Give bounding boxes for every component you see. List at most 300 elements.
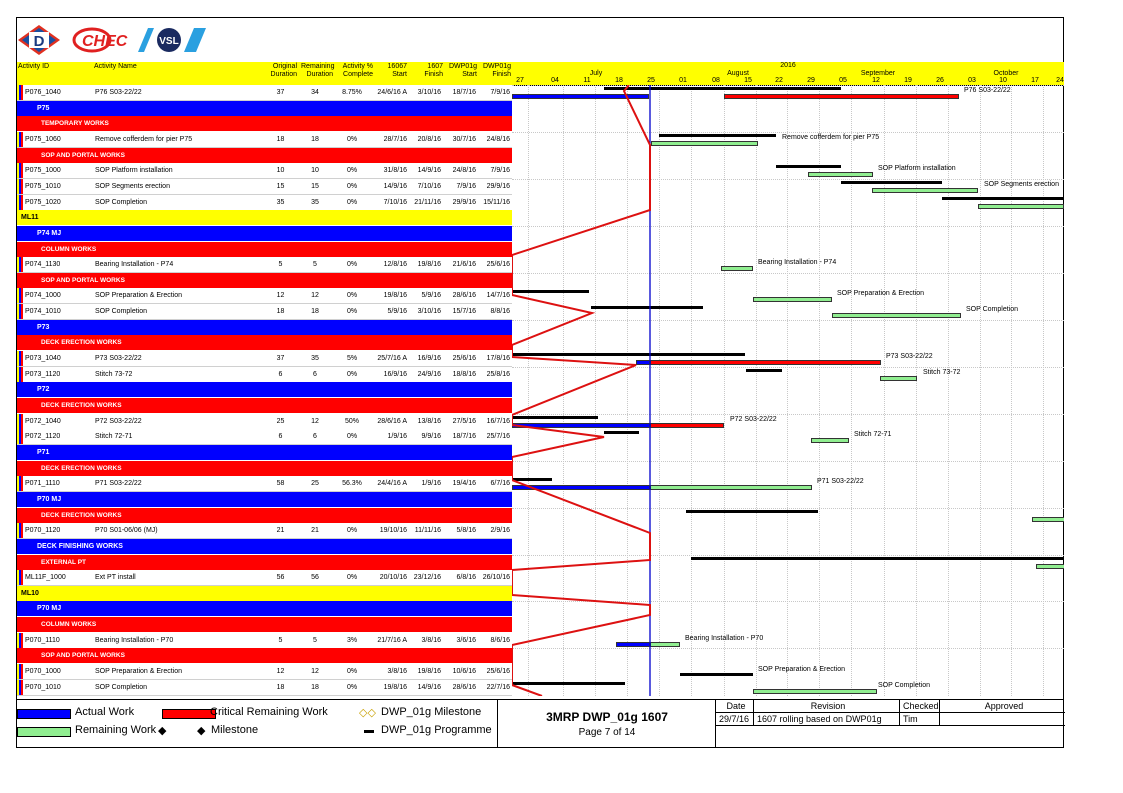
table-row[interactable] xyxy=(17,351,512,367)
percent-complete-cell: 0% xyxy=(346,135,358,143)
bar-label: P73 S03-22/22 xyxy=(886,353,933,361)
wbs-indent-stripe xyxy=(17,195,23,210)
activity-id-cell: ML11F_1000 xyxy=(25,574,66,582)
percent-complete-cell: 3% xyxy=(346,636,358,644)
dwp-finish-cell: 6/7/16 xyxy=(490,480,510,488)
dwp-start-cell: 24/8/16 xyxy=(452,167,476,175)
activity-name-cell: P72 S03-22/22 xyxy=(95,417,142,425)
start-cell: 28/6/16 A xyxy=(377,417,407,425)
remaining-duration-cell: 15 xyxy=(311,182,319,190)
wbs-label: EXTERNAL PT xyxy=(41,558,87,566)
wbs-band xyxy=(17,445,512,460)
activity-id-cell: P075_1000 xyxy=(25,167,61,175)
activity-name-cell: SOP Platform installation xyxy=(95,167,173,175)
activity-id-cell: P074_1010 xyxy=(25,308,61,316)
original-duration-cell: 6 xyxy=(278,433,283,441)
timeline-month: September xyxy=(860,70,896,77)
original-duration-cell: 58 xyxy=(276,480,285,488)
bar-label: SOP Platform installation xyxy=(878,165,956,173)
finish-cell: 1/9/16 xyxy=(421,480,441,488)
wbs-band xyxy=(17,101,512,116)
activity-table xyxy=(17,85,512,696)
percent-complete-cell: 0% xyxy=(346,167,358,175)
start-cell: 19/8/16 xyxy=(383,292,407,300)
remaining-duration-cell: 6 xyxy=(313,433,317,441)
activity-name-cell: Stitch 73-72 xyxy=(95,370,133,378)
dwp-start-cell: 6/8/16 xyxy=(456,574,476,582)
revision-table xyxy=(715,700,1065,747)
remaining-duration-cell: 25 xyxy=(311,480,319,488)
activity-name-cell: P70 S01-06/06 (MJ) xyxy=(95,527,158,535)
activity-id-cell: P070_1110 xyxy=(25,636,60,644)
bar-label: Bearing Installation - P70 xyxy=(685,634,764,642)
activity-name-cell: SOP Segments erection xyxy=(95,182,170,190)
dwp-finish-cell: 24/8/16 xyxy=(486,135,510,143)
activity-name-cell: SOP Completion xyxy=(95,683,148,691)
table-row[interactable] xyxy=(17,367,512,383)
wbs-indent-stripe xyxy=(17,257,23,272)
table-row[interactable] xyxy=(17,288,512,304)
legend xyxy=(17,700,496,747)
wbs-label: TEMPORARY WORKS xyxy=(41,120,109,128)
original-duration-cell: 12 xyxy=(276,292,285,300)
start-cell: 31/8/16 xyxy=(383,167,407,175)
finish-cell: 13/8/16 xyxy=(417,417,441,425)
gantt-chart xyxy=(512,85,1064,696)
dwp-finish-cell: 29/9/16 xyxy=(486,182,510,190)
legend-programme-label: DWP_01g Programme xyxy=(381,724,492,736)
activity-name-cell: Ext PT install xyxy=(95,574,136,582)
timeline-day-tick: 17 xyxy=(1031,77,1039,84)
dwp-start-cell: 27/5/16 xyxy=(452,417,476,425)
header-activity-id[interactable]: Activity ID xyxy=(18,63,50,70)
dwp-start-cell: 10/6/16 xyxy=(452,668,476,676)
chec-logo-icon xyxy=(72,27,128,53)
remaining-duration-cell: 18 xyxy=(311,683,319,691)
wbs-label: SOP AND PORTAL WORKS xyxy=(41,151,125,159)
timeline-day-tick: 25 xyxy=(647,77,655,84)
finish-cell: 21/11/16 xyxy=(414,198,441,206)
table-row[interactable] xyxy=(17,414,512,430)
bar-label: Stitch 72-71 xyxy=(854,431,892,439)
percent-complete-cell: 0% xyxy=(346,182,358,190)
finish-cell: 9/9/16 xyxy=(421,433,441,441)
dwp-finish-cell: 8/8/16 xyxy=(490,308,510,316)
wbs-band xyxy=(17,226,512,241)
legend-actual-swatch xyxy=(17,709,71,719)
bar-label: Bearing Installation - P74 xyxy=(758,259,837,267)
finish-cell: 20/8/16 xyxy=(417,135,441,143)
dwp-start-cell: 29/9/16 xyxy=(452,198,476,206)
original-duration-cell: 25 xyxy=(276,417,285,425)
wbs-band xyxy=(17,492,512,507)
dwp-start-cell: 30/7/16 xyxy=(452,135,476,143)
wbs-indent-stripe xyxy=(17,680,23,695)
header-1607-finish[interactable]: 1607 Finish xyxy=(424,63,443,78)
legend-actual-label: Actual Work xyxy=(75,706,135,718)
finish-cell: 7/10/16 xyxy=(417,182,441,190)
remaining-duration-cell: 12 xyxy=(311,292,319,300)
rev-approved xyxy=(940,713,1065,726)
wbs-band xyxy=(17,508,512,523)
original-duration-cell: 35 xyxy=(276,198,285,206)
legend-dwp-milestone-icon: ◇◇ xyxy=(359,707,376,719)
rolling-progress-line xyxy=(512,85,650,696)
wbs-band xyxy=(17,148,512,163)
dwp-start-cell: 18/7/16 xyxy=(452,89,476,96)
wbs-label: DECK ERECTION WORKS xyxy=(41,339,122,347)
table-row[interactable] xyxy=(17,429,512,445)
original-duration-cell: 18 xyxy=(276,683,285,691)
timeline-day-tick: 10 xyxy=(999,77,1007,84)
table-row[interactable] xyxy=(17,304,512,320)
percent-complete-cell: 50% xyxy=(344,417,359,425)
bar-label: SOP Completion xyxy=(878,681,931,689)
legend-critical-swatch xyxy=(162,709,216,719)
percent-complete-cell: 5% xyxy=(346,355,358,363)
page-number: Page 7 of 14 xyxy=(578,727,636,738)
start-cell: 3/8/16 xyxy=(387,668,407,676)
percent-complete-cell: 0% xyxy=(346,527,358,535)
start-cell: 1/9/16 xyxy=(387,433,407,441)
bar-label: Remove cofferdem for pier P75 xyxy=(782,133,880,141)
start-cell: 24/6/16 A xyxy=(377,89,407,96)
svg-text:D: D xyxy=(33,33,45,50)
original-duration-cell: 6 xyxy=(278,370,283,378)
table-row[interactable] xyxy=(17,570,512,586)
wbs-indent-stripe xyxy=(17,132,23,147)
wbs-label: P70 MJ xyxy=(37,605,62,613)
remaining-duration-cell: 35 xyxy=(311,355,319,363)
rev-header-checked: Checked xyxy=(900,700,940,713)
dwp-finish-cell: 17/8/16 xyxy=(486,355,510,363)
percent-complete-cell: 0% xyxy=(346,370,358,378)
original-duration-cell: 37 xyxy=(276,89,285,96)
header-dwp-finish[interactable]: DWP01g Finish xyxy=(482,63,511,78)
dwp-finish-cell: 7/9/16 xyxy=(490,167,510,175)
wbs-label: P74 MJ xyxy=(37,229,62,237)
original-duration-cell: 12 xyxy=(276,668,285,676)
wbs-label: SOP AND PORTAL WORKS xyxy=(41,276,125,284)
activity-name-cell: SOP Completion xyxy=(95,198,148,206)
progress-line-overlay xyxy=(512,85,1064,696)
activity-id-cell: P076_1040 xyxy=(25,89,61,96)
activity-id-cell: P075_1020 xyxy=(25,198,61,206)
activity-id-cell: P075_1060 xyxy=(25,135,61,143)
wbs-label: DECK ERECTION WORKS xyxy=(41,402,122,409)
wbs-band xyxy=(17,601,512,616)
dwp-start-cell: 25/6/16 xyxy=(452,355,476,363)
remaining-duration-cell: 21 xyxy=(311,527,319,535)
wbs-indent-stripe xyxy=(17,288,23,303)
start-cell: 19/10/16 xyxy=(379,527,407,535)
svg-text:VSL: VSL xyxy=(159,36,179,47)
timeline-header xyxy=(512,62,1064,86)
wbs-label: DECK FINISHING WORKS xyxy=(37,542,123,550)
remaining-duration-cell: 34 xyxy=(311,89,319,96)
timeline-month: August xyxy=(727,70,749,77)
legend-critical-label: Critical Remaining Work xyxy=(210,706,328,718)
remaining-duration-cell: 10 xyxy=(311,167,319,175)
wbs-label: P75 xyxy=(37,104,50,112)
timeline-day-tick: 11 xyxy=(583,77,591,84)
bar-label: P71 S03-22/22 xyxy=(817,478,864,486)
start-cell: 7/10/16 xyxy=(383,198,407,206)
timeline-day-tick: 26 xyxy=(936,77,944,84)
legend-milestone-icon: ◆ xyxy=(197,725,206,737)
activity-id-cell: P073_1040 xyxy=(25,355,61,363)
wbs-band xyxy=(17,398,512,413)
column-header xyxy=(17,62,512,86)
wbs-band xyxy=(17,617,512,632)
timeline-day-tick: 29 xyxy=(807,77,815,84)
timeline-day-tick: 18 xyxy=(615,77,623,84)
dwp-start-cell: 18/8/16 xyxy=(452,370,476,378)
finish-cell: 3/10/16 xyxy=(417,89,441,96)
start-cell: 28/7/16 xyxy=(383,135,407,143)
dwp-finish-cell: 25/6/16 xyxy=(486,668,510,676)
remaining-duration-cell: 56 xyxy=(311,574,319,582)
original-duration-cell: 15 xyxy=(276,182,285,190)
header-1607-start[interactable]: 16067 Start xyxy=(387,63,407,78)
wbs-band xyxy=(17,648,512,663)
dwp-start-cell: 3/6/16 xyxy=(456,636,476,644)
timeline-day-tick: 01 xyxy=(679,77,687,84)
wbs-indent-stripe xyxy=(17,476,23,491)
dwp-finish-cell: 25/8/16 xyxy=(486,370,510,378)
dwp-start-cell: 15/7/16 xyxy=(452,308,476,316)
vsl-logo-icon xyxy=(136,26,208,54)
header-remaining-duration[interactable]: Remaining Duration xyxy=(301,63,335,78)
dwp-finish-cell: 25/7/16 xyxy=(486,433,510,441)
activity-id-cell: P070_1010 xyxy=(25,683,61,691)
table-row[interactable] xyxy=(17,523,512,539)
wbs-indent-stripe xyxy=(17,163,23,178)
activity-name-cell: Remove cofferdem for pier P75 xyxy=(95,135,193,143)
dwp-finish-cell: 2/9/16 xyxy=(490,527,510,535)
wbs-band xyxy=(17,273,512,288)
table-row[interactable] xyxy=(17,195,512,211)
header-activity-name[interactable]: Activity Name xyxy=(94,63,137,70)
original-duration-cell: 21 xyxy=(276,527,285,535)
table-row[interactable] xyxy=(17,257,512,273)
timeline-day-tick: 15 xyxy=(744,77,752,84)
wbs-indent-stripe xyxy=(17,304,23,319)
activity-id-cell: P070_1120 xyxy=(25,527,61,535)
activity-id-cell: P074_1000 xyxy=(25,292,61,300)
activity-id-cell: P073_1120 xyxy=(25,370,61,378)
dwp-finish-cell: 25/6/16 xyxy=(486,261,510,269)
finish-cell: 3/8/16 xyxy=(421,636,441,644)
wbs-indent-stripe xyxy=(17,367,23,382)
activity-name-cell: SOP Completion xyxy=(95,308,148,316)
wbs-band xyxy=(17,210,512,225)
dwp-finish-cell: 14/7/16 xyxy=(486,292,510,300)
bar-label: P76 S03-22/22 xyxy=(964,87,1011,94)
dwp-finish-cell: 26/10/16 xyxy=(482,574,510,582)
dwp-finish-cell: 22/7/16 xyxy=(486,683,510,691)
activity-id-cell: P075_1010 xyxy=(25,182,61,190)
finish-cell: 19/8/16 xyxy=(417,668,441,676)
wbs-indent-stripe xyxy=(17,429,23,444)
svg-text:CHEC: CHEC xyxy=(82,33,128,50)
table-row[interactable] xyxy=(17,85,512,101)
rev-date: 29/7/16 xyxy=(716,713,754,726)
table-row[interactable] xyxy=(17,680,512,696)
percent-complete-cell: 0% xyxy=(346,668,358,676)
original-duration-cell: 37 xyxy=(276,355,285,363)
dwp-start-cell: 21/6/16 xyxy=(452,261,476,269)
table-row[interactable] xyxy=(17,476,512,492)
start-cell: 20/10/16 xyxy=(379,574,407,582)
legend-remaining-label: Remaining Work xyxy=(75,724,157,736)
dwp-finish-cell: 16/7/16 xyxy=(486,417,510,425)
wbs-band xyxy=(17,335,512,350)
percent-complete-cell: 0% xyxy=(346,308,358,316)
table-row[interactable] xyxy=(17,163,512,179)
activity-name-cell: SOP Preparation & Erection xyxy=(95,292,183,300)
percent-complete-cell: 0% xyxy=(346,433,358,441)
finish-cell: 23/12/16 xyxy=(413,574,441,582)
timeline-day-tick: 05 xyxy=(839,77,847,84)
table-row[interactable] xyxy=(17,132,512,148)
activity-id-cell: P074_1130 xyxy=(25,261,61,269)
dwp-start-cell: 5/8/16 xyxy=(456,527,476,535)
remaining-duration-cell: 18 xyxy=(311,308,319,316)
start-cell: 14/9/16 xyxy=(383,182,407,190)
timeline-day-tick: 27 xyxy=(516,77,524,84)
rev-checked: Tim xyxy=(900,713,940,726)
percent-complete-cell: 8.75% xyxy=(342,89,362,96)
bar-label: SOP Segments erection xyxy=(984,180,1059,188)
wbs-label: P72 xyxy=(37,386,50,394)
original-duration-cell: 18 xyxy=(276,135,285,143)
legend-remaining-swatch xyxy=(17,727,71,737)
dwp-finish-cell: 8/6/16 xyxy=(490,636,510,644)
dwp-finish-cell: 15/11/16 xyxy=(483,198,510,206)
legend-programme-icon xyxy=(364,730,374,733)
bar-label: SOP Preparation & Erection xyxy=(837,290,925,298)
percent-complete-cell: 0% xyxy=(346,683,358,691)
wbs-label: ML11 xyxy=(21,214,39,222)
wbs-label: COLUMN WORKS xyxy=(41,621,97,629)
table-row[interactable] xyxy=(17,633,512,649)
finish-cell: 19/8/16 xyxy=(417,261,441,269)
percent-complete-cell: 0% xyxy=(346,198,358,206)
activity-name-cell: P71 S03-22/22 xyxy=(95,480,142,488)
bar-label: SOP Preparation & Erection xyxy=(758,666,846,674)
timeline-day-tick: 24 xyxy=(1056,77,1064,84)
dwp-start-cell: 28/6/16 xyxy=(452,292,476,300)
wbs-band xyxy=(17,382,512,397)
dwp-start-cell: 18/7/16 xyxy=(452,433,476,441)
start-cell: 12/8/16 xyxy=(383,261,407,269)
timeline-day-tick: 19 xyxy=(904,77,912,84)
activity-name-cell: SOP Preparation & Erection xyxy=(95,668,183,676)
rev-description: 1607 rolling based on DWP01g xyxy=(754,713,900,726)
table-row[interactable] xyxy=(17,179,512,195)
remaining-duration-cell: 5 xyxy=(313,636,317,644)
percent-complete-cell: 56.3% xyxy=(342,480,362,488)
activity-id-cell: P071_1110 xyxy=(25,480,60,488)
start-cell: 21/7/16 A xyxy=(377,636,407,644)
wbs-label: P71 xyxy=(37,448,50,456)
wbs-label: DECK ERECTION WORKS xyxy=(41,511,122,519)
wbs-label: P73 xyxy=(37,323,50,331)
finish-cell: 11/11/16 xyxy=(414,527,441,535)
d-logo-icon xyxy=(18,25,60,55)
timeline-year: 2016 xyxy=(780,62,796,69)
header-original-duration[interactable]: Original Duration xyxy=(270,63,297,78)
wbs-indent-stripe xyxy=(17,570,23,585)
wbs-label: SOP AND PORTAL WORKS xyxy=(41,652,125,660)
finish-cell: 24/9/16 xyxy=(417,370,441,378)
wbs-indent-stripe xyxy=(17,85,23,100)
timeline-month: July xyxy=(589,70,603,77)
wbs-indent-stripe xyxy=(17,414,23,429)
original-duration-cell: 18 xyxy=(276,308,285,316)
rev-header-approved: Approved xyxy=(940,700,1065,713)
start-cell: 16/9/16 xyxy=(383,370,407,378)
start-cell: 5/9/16 xyxy=(387,308,407,316)
activity-name-cell: P76 S03-22/22 xyxy=(95,89,142,96)
timeline-day-tick: 08 xyxy=(712,77,720,84)
timeline-day-tick: 03 xyxy=(968,77,976,84)
activity-name-cell: Bearing Installation - P70 xyxy=(95,636,174,644)
legend-dwp-milestone-label: DWP_01g Milestone xyxy=(381,706,482,718)
percent-complete-cell: 0% xyxy=(346,574,358,582)
wbs-band xyxy=(17,242,512,257)
original-duration-cell: 56 xyxy=(276,574,285,582)
rev-header-date: Date xyxy=(716,700,754,713)
header-activity-percent[interactable]: Activity % Complete xyxy=(342,63,373,78)
wbs-indent-stripe xyxy=(17,351,23,366)
timeline-day-tick: 12 xyxy=(872,77,880,84)
dwp-finish-cell: 7/9/16 xyxy=(490,89,510,96)
remaining-duration-cell: 6 xyxy=(313,370,317,378)
table-row[interactable] xyxy=(17,664,512,680)
activity-name-cell: P73 S03-22/22 xyxy=(95,355,142,363)
percent-complete-cell: 0% xyxy=(346,261,358,269)
document-title: 3MRP DWP_01g 1607 xyxy=(546,710,668,724)
remaining-duration-cell: 5 xyxy=(313,261,317,269)
finish-cell: 14/9/16 xyxy=(417,167,441,175)
header-dwp-start[interactable]: DWP01g Start xyxy=(448,63,477,78)
legend-milestone-label: Milestone xyxy=(211,724,259,736)
dwp-start-cell: 19/4/16 xyxy=(452,480,476,488)
finish-cell: 16/9/16 xyxy=(417,355,441,363)
timeline-day-tick: 22 xyxy=(775,77,783,84)
wbs-label: P70 MJ xyxy=(37,495,62,503)
bar-label: P72 S03-22/22 xyxy=(730,415,777,423)
wbs-indent-stripe xyxy=(17,664,23,679)
rev-empty-row xyxy=(716,726,1065,747)
wbs-band xyxy=(17,461,512,476)
finish-cell: 3/10/16 xyxy=(417,308,441,316)
activity-name-cell: Bearing Installation - P74 xyxy=(95,261,174,269)
remaining-duration-cell: 35 xyxy=(311,198,319,206)
remaining-duration-cell: 18 xyxy=(311,135,319,143)
wbs-indent-stripe xyxy=(17,523,23,538)
activity-name-cell: Stitch 72-71 xyxy=(95,433,133,441)
original-duration-cell: 5 xyxy=(278,636,283,644)
wbs-indent-stripe xyxy=(17,633,23,648)
wbs-band xyxy=(17,555,512,570)
dwp-start-cell: 28/6/16 xyxy=(452,683,476,691)
wbs-label: DECK ERECTION WORKS xyxy=(41,464,122,472)
timeline-month: October xyxy=(993,70,1019,77)
wbs-band xyxy=(17,586,512,601)
